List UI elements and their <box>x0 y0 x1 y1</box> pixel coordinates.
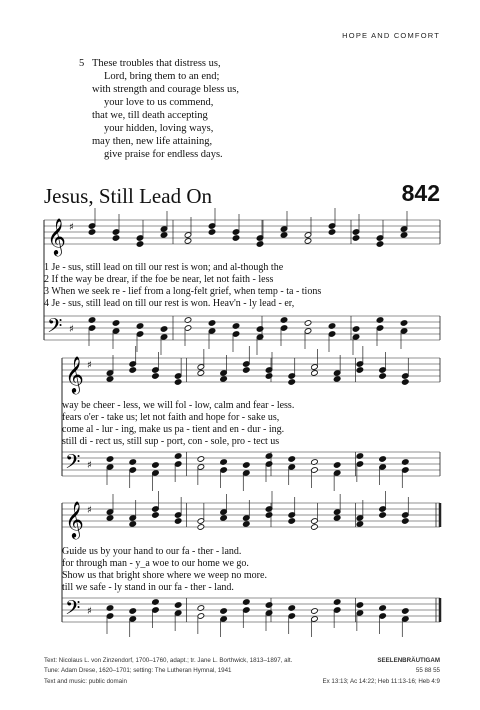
key-signature: ♯ <box>69 324 74 335</box>
note-head <box>352 326 360 333</box>
note-head <box>220 515 228 522</box>
note-head <box>256 326 264 333</box>
footer-text-credit: Text: Nicolaus L. von Zinzendorf, 1700–1760, adapt.; tr. Jane L. Borthwick, 1813–1897, alt. <box>44 657 293 664</box>
hymn-title: Jesus, Still Lead On <box>44 184 212 208</box>
key-signature: ♯ <box>69 222 74 233</box>
stanza-line: that we, till death accepting <box>92 110 208 121</box>
note-head <box>197 370 205 377</box>
note-head <box>197 524 205 531</box>
stanza-line: give praise for endless days. <box>104 149 223 160</box>
note-head <box>106 456 114 463</box>
verse-4-line: 4 Je - sus, still lead on till our rest is won. Heav'n - ly lead - er, <box>44 298 295 309</box>
note-head <box>401 608 409 615</box>
bass-clef: 𝄢 <box>65 450 81 478</box>
note-head <box>265 602 273 609</box>
treble-clef: 𝄞 <box>65 500 84 538</box>
key-signature: ♯ <box>87 505 92 516</box>
note-head <box>208 229 216 236</box>
tune-name: SEELENBRÄUTIGAM <box>377 657 440 664</box>
note-head <box>136 241 144 248</box>
note-head <box>356 521 364 528</box>
note-head <box>152 373 160 380</box>
footer-rights: Text and music: public domain <box>44 678 127 685</box>
note-head <box>208 320 216 327</box>
note-head <box>288 456 296 463</box>
note-head <box>379 456 387 463</box>
note-head <box>333 515 341 522</box>
note-head <box>401 518 409 525</box>
note-head <box>160 326 168 333</box>
note-head <box>379 373 387 380</box>
note-head <box>265 512 273 519</box>
note-head <box>129 367 137 374</box>
note-head <box>379 512 387 519</box>
note-head <box>174 602 182 609</box>
bass-clef: 𝄢 <box>47 314 63 342</box>
note-head <box>88 229 96 236</box>
verse-2-line: 2 If the way be drear, if the foe be near, let not faith - less <box>44 274 274 285</box>
note-head <box>106 376 114 383</box>
note-head <box>311 608 319 615</box>
note-head <box>242 521 250 528</box>
note-head <box>129 521 137 528</box>
note-head <box>400 232 408 239</box>
key-signature: ♯ <box>87 360 92 371</box>
stanza-line: Lord, bring them to an end; <box>104 71 220 82</box>
note-head <box>174 379 182 386</box>
note-head <box>356 367 364 374</box>
note-head <box>112 320 120 327</box>
treble-clef: 𝄞 <box>65 355 84 393</box>
note-head <box>304 320 312 327</box>
verse-2-line: for through man - y_a woe to our home we go. <box>62 558 249 569</box>
verse-1-line: Guide us by your hand to our fa - ther - land. <box>62 546 242 557</box>
verse-4-line: till we safe - ly stand in our fa - ther - land. <box>62 582 234 593</box>
note-head <box>184 238 192 245</box>
verse-1-line: way be cheer - less, we will fol - low, calm and fear - less. <box>62 400 295 411</box>
treble-clef: 𝄞 <box>47 217 66 255</box>
note-head <box>356 602 364 609</box>
stanza-line: your love to us commend, <box>104 97 214 108</box>
note-head <box>401 379 409 386</box>
section-header: HOPE AND COMFORT <box>342 31 440 40</box>
note-head <box>265 373 273 380</box>
note-head <box>280 232 288 239</box>
key-signature: ♯ <box>87 460 92 471</box>
note-head <box>304 238 312 245</box>
verse-2-line: fears o'er - take us; let not faith and hope for - sake us, <box>62 412 280 423</box>
note-head <box>242 462 250 469</box>
stanza-line: with strength and courage bless us, <box>92 84 239 95</box>
footer-tune-credit: Tune: Adam Drese, 1620–1701; setting: The Lutheran Hymnal, 1941 <box>44 667 232 674</box>
note-head <box>220 376 228 383</box>
note-head <box>333 462 341 469</box>
verse-3-line: come al - lur - ing, make us pa - tient and en - dur - ing. <box>62 424 285 435</box>
note-head <box>256 241 264 248</box>
note-head <box>174 518 182 525</box>
meter: 55 88 55 <box>415 667 440 674</box>
note-head <box>400 320 408 327</box>
note-head <box>129 608 137 615</box>
key-signature: ♯ <box>87 606 92 617</box>
note-head <box>152 462 160 469</box>
note-head <box>376 241 384 248</box>
note-head <box>232 235 240 242</box>
verse-3-line: Show us that bright shore where we weep no more. <box>62 570 267 581</box>
note-head <box>288 379 296 386</box>
note-head <box>242 367 250 374</box>
hymn-number: 842 <box>401 180 440 206</box>
note-head <box>288 518 296 525</box>
note-head <box>328 229 336 236</box>
note-head <box>197 456 205 463</box>
note-head <box>311 524 319 531</box>
verse-3-line: 3 When we seek re - lief from a long-felt grief, when temp - ta - tions <box>44 286 322 297</box>
note-head <box>311 370 319 377</box>
note-head <box>333 376 341 383</box>
verse-1-line: 1 Je - sus, still lead on till our rest is won; and al-though the <box>44 262 284 273</box>
stanza-number: 5 <box>79 58 85 69</box>
stanza-line: may then, new life attaining, <box>92 136 213 147</box>
note-head <box>112 235 120 242</box>
note-head <box>106 515 114 522</box>
note-head <box>352 235 360 242</box>
verse-4-line: still di - rect us, still sup - port, con - sole, pro - tect us <box>62 436 280 447</box>
scripture-refs: Ex 13:13; Ac 14:22; Heb 11:13-16; Heb 4:9 <box>322 678 440 685</box>
note-head <box>160 232 168 239</box>
stanza-line: your hidden, loving ways, <box>104 123 214 134</box>
stanza-line: These troubles that distress us, <box>92 58 221 69</box>
note-head <box>220 608 228 615</box>
bass-clef: 𝄢 <box>65 596 81 624</box>
note-head <box>152 512 160 519</box>
